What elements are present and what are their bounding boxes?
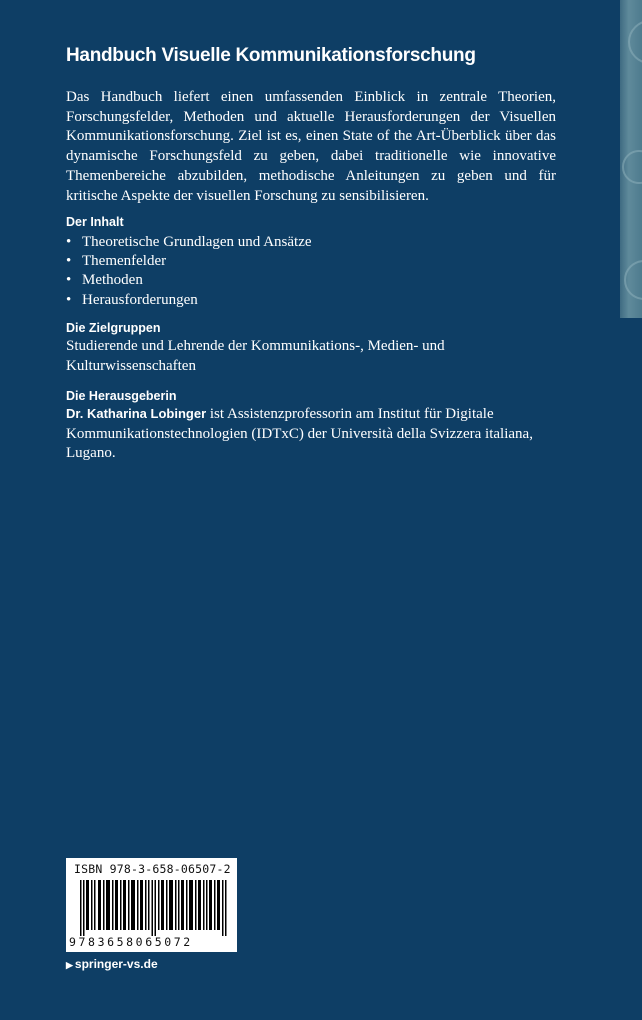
isbn-label: ISBN 978-3-658-06507-2 — [74, 862, 231, 876]
isbn-barcode — [66, 858, 237, 952]
audience-section — [66, 319, 556, 376]
contents-heading: Der Inhalt — [66, 215, 124, 229]
book-title: Handbuch Visuelle Kommunikationsforschung — [66, 45, 476, 66]
contents-list — [66, 233, 556, 310]
editor-bio: ist Assistenzprofessorin am Institut für Digitale Kommunikationstechnologien (IDTxC) der Università della Svizzera italiana, Lugano. — [66, 406, 533, 462]
publisher-website[interactable] — [66, 957, 158, 971]
list-item: • Theoretische Grundlagen und Ansätze — [66, 233, 556, 252]
list-item: • Methoden — [66, 271, 556, 290]
cover-image-strip — [620, 0, 642, 318]
bullet-icon: • — [66, 291, 72, 308]
editor-section — [66, 387, 556, 464]
editor-text — [66, 405, 556, 464]
editor-heading: Die Herausgeberin — [66, 389, 177, 403]
list-item: • Themenfelder — [66, 252, 556, 271]
barcode-digits: 9783658065072 — [69, 935, 193, 949]
list-item: • Herausforderungen — [66, 291, 556, 310]
arrow-right-icon: ▶ — [66, 960, 73, 970]
website-label: springer-vs.de — [74, 957, 158, 971]
book-description: Das Handbuch liefert einen umfassenden Einblick in zentrale Theorien, Forschungsfelder, Methoden und aktuelle Herausforderungen der Visuellen Kommunikationsforschung. Ziel ist es, einen State of the Art-Überblick über das dynamische Forschungsfeld zu geben, dabei traditionelle wie innovative Themenbereiche abzubilden, methodische Anleitungen zu geben und für kritische Aspekte der visuellen Forschung zu sensibilisieren. — [66, 89, 556, 204]
barcode-icon — [80, 880, 228, 936]
bullet-icon: • — [66, 253, 72, 270]
contents-section — [66, 213, 556, 310]
audience-text: Studierende und Lehrende der Kommunikations-, Medien- und Kulturwissenschaften — [66, 338, 445, 374]
audience-heading: Die Zielgruppen — [66, 321, 161, 335]
bullet-icon: • — [66, 234, 72, 250]
bullet-icon: • — [66, 272, 72, 289]
editor-name: Dr. Katharina Lobinger — [66, 406, 207, 421]
